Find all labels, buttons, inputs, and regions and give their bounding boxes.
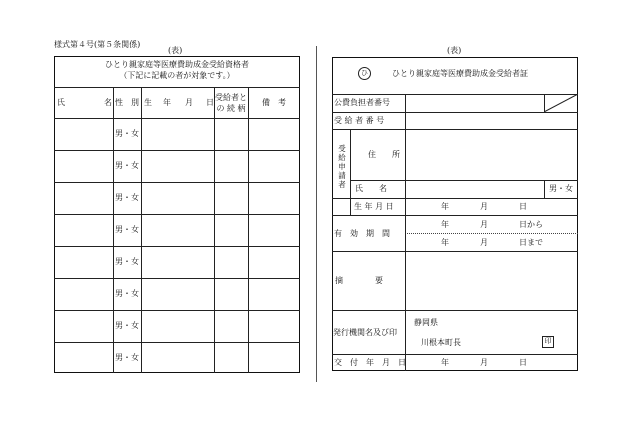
gender-option: 男・女	[115, 289, 139, 298]
left-title-line1: ひとり親家庭等医療費助成金受給資格者	[105, 60, 249, 69]
label-validity: 有 効 期 間	[334, 229, 390, 238]
birth-day-unit: 日	[519, 202, 527, 211]
gender-option: 男・女	[115, 321, 139, 330]
label-payer-number: 公費負担者番号	[334, 98, 390, 107]
label-name: 氏 名	[355, 184, 387, 193]
left-side-label: (表)	[168, 46, 183, 55]
to-day-unit: 日まで	[519, 238, 543, 247]
gender-option: 男・女	[115, 193, 139, 202]
header-birth-b: 年	[163, 98, 171, 107]
from-year-unit: 年	[441, 220, 449, 229]
right-vline-group	[350, 129, 351, 215]
header-birth-a: 生	[144, 98, 152, 107]
issue-year-unit: 年	[441, 358, 449, 367]
birth-month-unit: 月	[480, 202, 488, 211]
left-hline	[54, 214, 300, 215]
right-hline	[332, 354, 578, 355]
issuer-mayor: 川根本町長	[421, 338, 461, 347]
left-hline	[54, 182, 300, 183]
left-vline	[214, 87, 215, 373]
issuer-prefecture: 静岡県	[414, 318, 438, 327]
from-month-unit: 月	[480, 220, 488, 229]
left-hline	[54, 310, 300, 311]
header-relation-2: の 続 柄	[216, 104, 246, 113]
page-divider	[316, 46, 317, 382]
right-hline	[332, 112, 578, 113]
header-name-a: 氏	[57, 98, 65, 107]
left-hline	[54, 118, 300, 119]
issue-month-unit: 月	[480, 358, 488, 367]
right-side-label: (表)	[447, 46, 462, 55]
from-day-unit: 日から	[519, 220, 543, 229]
label-issuer: 発行機関名及び印	[333, 328, 397, 337]
label-recipient-number: 受 給 者 番 号	[334, 116, 385, 125]
right-hline	[332, 251, 578, 252]
right-hline	[332, 129, 578, 130]
birth-year-unit: 年	[441, 202, 449, 211]
header-birth-c: 月	[185, 98, 193, 107]
right-vline-main	[405, 94, 406, 371]
gender-option: 男・女	[115, 161, 139, 170]
to-month-unit: 月	[480, 238, 488, 247]
left-hline	[54, 246, 300, 247]
header-name-b: 名	[104, 98, 112, 107]
gender-option: 男・女	[115, 257, 139, 266]
payer-diagonal	[544, 94, 578, 112]
left-hline	[54, 342, 300, 343]
right-title: ひとり親家庭等医療費助成金受給者証	[392, 69, 528, 78]
label-applicant-group: 受給申請者	[338, 144, 346, 189]
gender-option-right: 男・女	[549, 184, 573, 193]
left-vline	[248, 87, 249, 373]
gender-option: 男・女	[115, 225, 139, 234]
hi-mark-circle: ひ	[358, 67, 371, 80]
gender-option: 男・女	[115, 129, 139, 138]
right-hline	[332, 215, 578, 216]
header-remarks: 備 考	[262, 98, 286, 107]
left-hline	[54, 278, 300, 279]
header-gender: 性 別	[115, 98, 139, 107]
header-birth-d: 日	[206, 98, 214, 107]
left-hline	[54, 87, 300, 88]
left-vline	[141, 87, 142, 373]
right-hline	[332, 310, 578, 311]
issuer-seal-mark: 印	[542, 336, 554, 348]
left-title-line2: （下記に記載の者が対象です。）	[119, 71, 235, 80]
right-hline	[332, 94, 578, 95]
label-summary: 摘 要	[335, 276, 383, 285]
form-label: 様式第４号(第５条関係)	[54, 40, 141, 49]
gender-option: 男・女	[115, 353, 139, 362]
header-relation-1: 受給者と	[215, 93, 247, 102]
to-year-unit: 年	[441, 238, 449, 247]
label-birth: 生 年 月 日	[354, 202, 394, 211]
label-address: 住 所	[368, 150, 400, 159]
issue-day-unit: 日	[519, 358, 527, 367]
right-hline-dotted	[405, 233, 578, 234]
right-hline	[332, 198, 578, 199]
left-hline	[54, 150, 300, 151]
label-issue-date: 交 付 年 月 日	[334, 358, 406, 367]
